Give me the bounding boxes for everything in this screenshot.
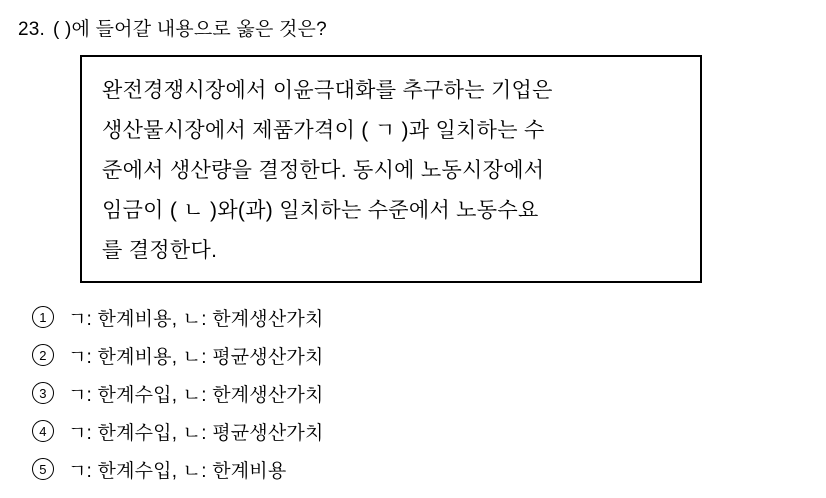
answer-choice-list [32, 298, 732, 488]
choice-label: ㄱ: 한계수입, ㄴ: 평균생산가치 [68, 422, 324, 444]
passage-box [80, 55, 702, 283]
choice-label: ㄱ: 한계비용, ㄴ: 한계생산가치 [68, 308, 324, 330]
answer-choice-2[interactable] [32, 336, 732, 374]
question-number: 23. [18, 19, 46, 40]
choice-marker-icon: 1 [32, 306, 54, 328]
question-prompt: ( )에 들어갈 내용으로 옳은 것은? [53, 19, 327, 40]
question-header [18, 14, 327, 41]
passage-line: 생산물시장에서 제품가격이 ( ㄱ )과 일치하는 수 [102, 119, 545, 142]
choice-marker-icon: 2 [32, 344, 54, 366]
passage-line: 준에서 생산량을 결정한다. 동시에 노동시장에서 [102, 159, 545, 182]
choice-marker-icon: 4 [32, 420, 54, 442]
passage-line: 를 결정한다. [102, 239, 218, 262]
passage-text [82, 57, 700, 271]
choice-label: ㄱ: 한계비용, ㄴ: 평균생산가치 [68, 346, 324, 368]
answer-choice-1[interactable] [32, 298, 732, 336]
choice-marker-icon: 3 [32, 382, 54, 404]
answer-choice-5[interactable] [32, 450, 732, 488]
choice-label: ㄱ: 한계수입, ㄴ: 한계비용 [68, 460, 287, 482]
passage-line: 임금이 ( ㄴ )와(과) 일치하는 수준에서 노동수요 [102, 199, 539, 222]
passage-line: 완전경쟁시장에서 이윤극대화를 추구하는 기업은 [102, 79, 553, 102]
answer-choice-3[interactable] [32, 374, 732, 412]
choice-marker-icon: 5 [32, 458, 54, 480]
choice-label: ㄱ: 한계수입, ㄴ: 한계생산가치 [68, 384, 324, 406]
answer-choice-4[interactable] [32, 412, 732, 450]
